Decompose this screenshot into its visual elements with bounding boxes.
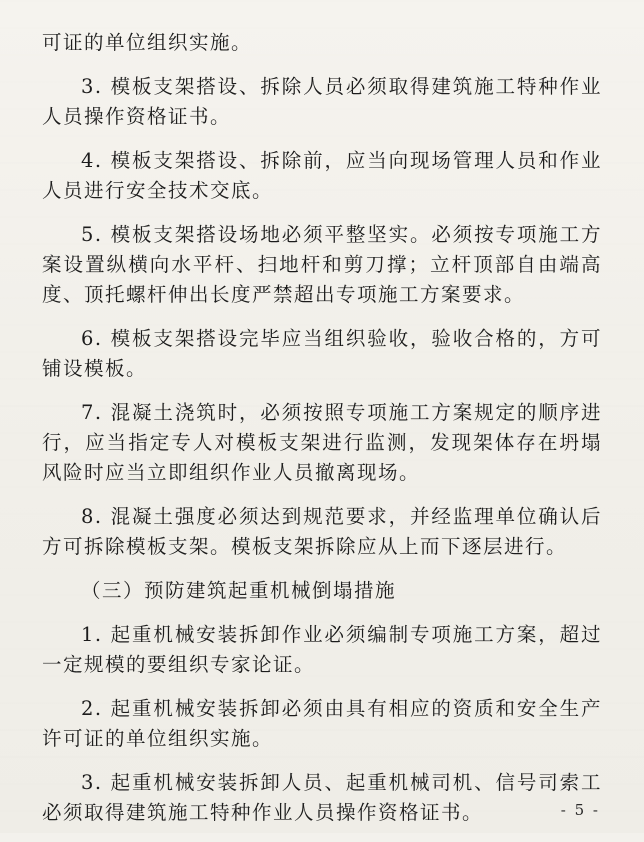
paragraph-item-8: 8. 混凝土强度必须达到规范要求，并经监理单位确认后方可拆除模板支架。模板支架拆除应从上而下逐层进行。 bbox=[42, 505, 602, 558]
paragraph-crane-item-2: 2. 起重机械安装拆卸必须由具有相应的资质和安全生产许可证的单位组织实施。 bbox=[42, 697, 602, 750]
document-body bbox=[42, 28, 602, 842]
paragraph-item-5: 5. 模板支架搭设场地必须平整坚实。必须按专项施工方案设置纵横向水平杆、扫地杆和剪刀撑；立杆顶部自由端高度、顶托螺杆伸出长度严禁超出专项施工方案要求。 bbox=[42, 223, 602, 306]
page-number: - 5 - bbox=[560, 801, 600, 819]
section-heading: （三）预防建筑起重机械倒塌措施 bbox=[81, 579, 397, 602]
paragraph-continuation: 可证的单位组织实施。 bbox=[42, 31, 253, 54]
paragraph-item-6: 6. 模板支架搭设完毕应当组织验收，验收合格的，方可铺设模板。 bbox=[42, 327, 602, 380]
paragraph-item-3: 3. 模板支架搭设、拆除人员必须取得建筑施工特种作业人员操作资格证书。 bbox=[42, 75, 602, 128]
paragraph-crane-item-1: 1. 起重机械安装拆卸作业必须编制专项施工方案，超过一定规模的要组织专家论证。 bbox=[42, 623, 602, 676]
paragraph-item-7: 7. 混凝土浇筑时，必须按照专项施工方案规定的顺序进行，应当指定专人对模板支架进行监测，发现架体存在坍塌风险时应当立即组织作业人员撤离现场。 bbox=[42, 401, 602, 484]
paragraph-item-4: 4. 模板支架搭设、拆除前，应当向现场管理人员和作业人员进行安全技术交底。 bbox=[42, 149, 602, 202]
paragraph-crane-item-3: 3. 起重机械安装拆卸人员、起重机械司机、信号司索工必须取得建筑施工特种作业人员操作资格证书。 bbox=[42, 771, 602, 824]
